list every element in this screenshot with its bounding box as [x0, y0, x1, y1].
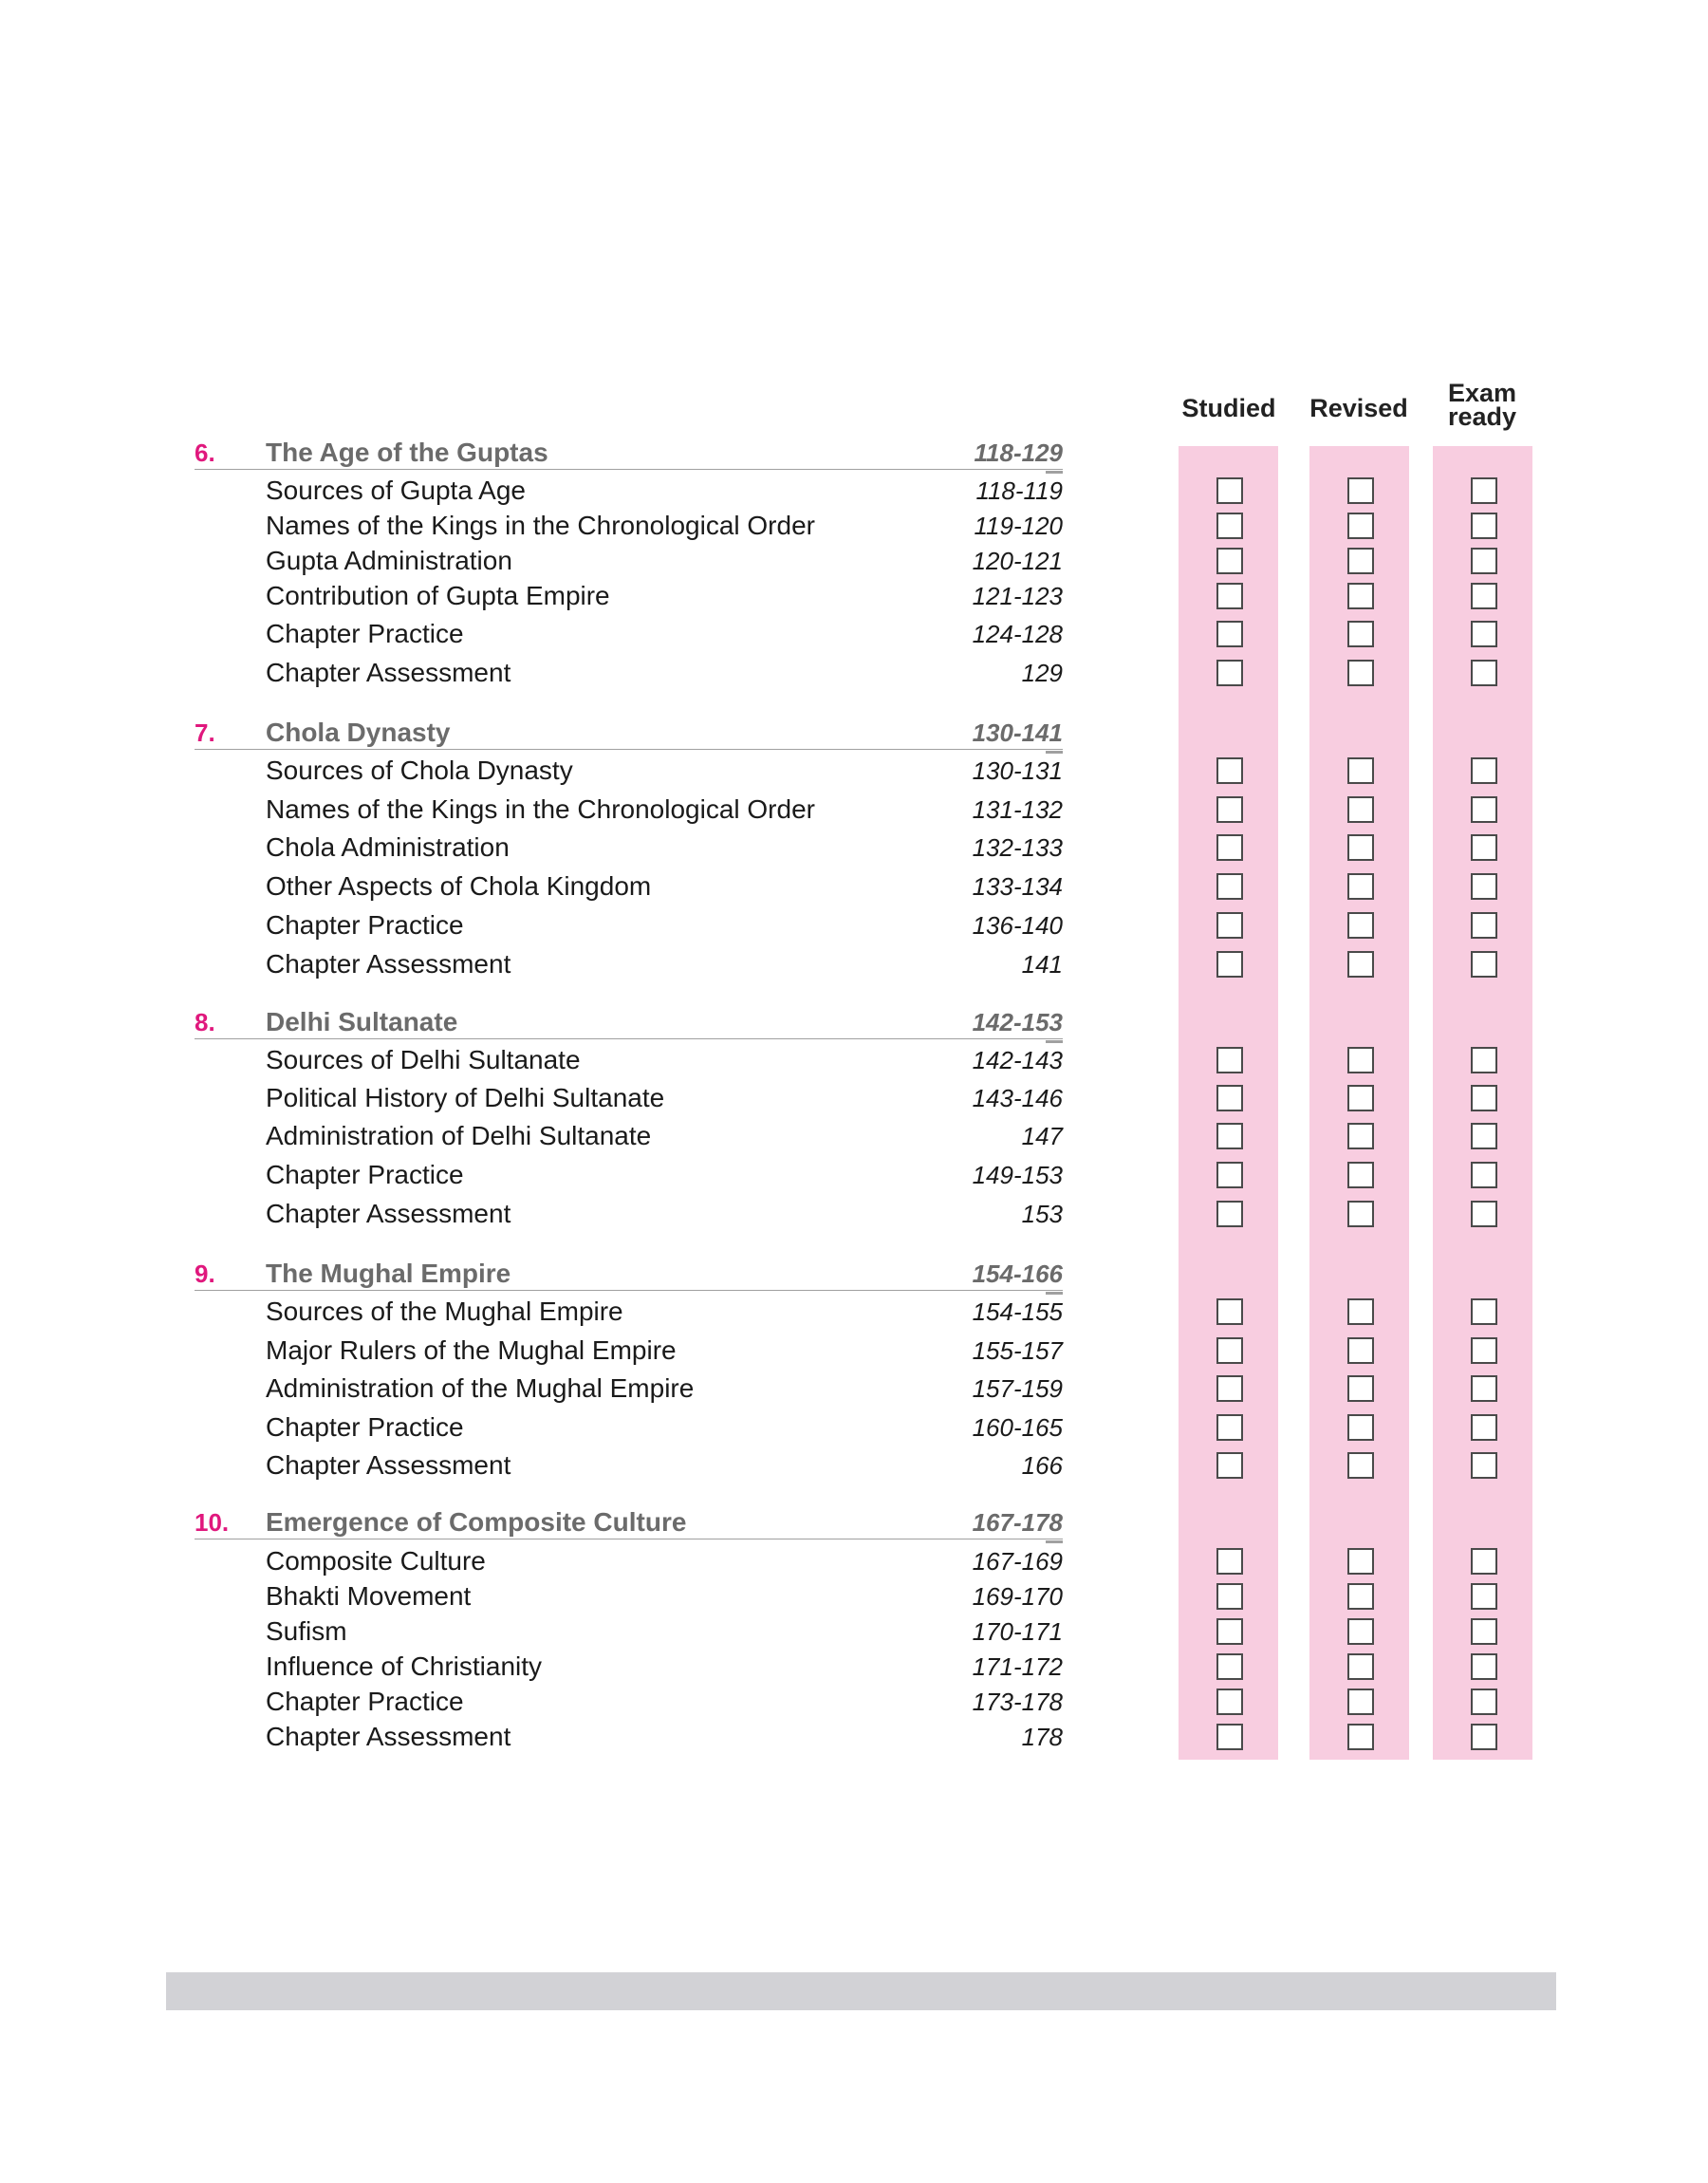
revised-checkbox[interactable]: [1347, 1047, 1374, 1073]
revised-checkbox[interactable]: [1347, 1548, 1374, 1575]
topic-pages: 142-143: [972, 1046, 1063, 1074]
studied-checkbox[interactable]: [1216, 477, 1243, 504]
topic-title: Names of the Kings in the Chronological Order: [266, 794, 815, 824]
exam-ready-checkbox[interactable]: [1471, 912, 1497, 939]
studied-checkbox[interactable]: [1216, 912, 1243, 939]
topic-pages: 124-128: [972, 620, 1063, 648]
studied-checkbox[interactable]: [1216, 1162, 1243, 1188]
chapter-row: [0, 1503, 1708, 1541]
topic-row: [0, 868, 1708, 905]
revised-checkbox[interactable]: [1347, 583, 1374, 609]
exam-ready-checkbox[interactable]: [1471, 583, 1497, 609]
studied-checkbox[interactable]: [1216, 796, 1243, 823]
studied-checkbox[interactable]: [1216, 1548, 1243, 1575]
exam-ready-checkbox[interactable]: [1471, 1724, 1497, 1750]
topic-title: Administration of Delhi Sultanate: [266, 1121, 652, 1150]
topic-row: [0, 1370, 1708, 1408]
studied-checkbox[interactable]: [1216, 548, 1243, 574]
topic-pages: 170-171: [972, 1617, 1063, 1646]
topic-row: [0, 829, 1708, 867]
topic-title: Chapter Practice: [266, 1687, 464, 1716]
exam-ready-checkbox[interactable]: [1471, 660, 1497, 686]
revised-checkbox[interactable]: [1347, 513, 1374, 539]
topic-title: Sufism: [266, 1616, 347, 1646]
exam-ready-checkbox[interactable]: [1471, 1618, 1497, 1645]
revised-checkbox[interactable]: [1347, 1298, 1374, 1325]
topic-pages: 154-155: [972, 1297, 1063, 1326]
topic-row: [0, 1446, 1708, 1484]
topic-row: [0, 615, 1708, 653]
revised-checkbox[interactable]: [1347, 912, 1374, 939]
topic-row: [0, 1079, 1708, 1117]
chapter-pages: 154-166: [972, 1259, 1063, 1288]
topic-title: Sources of Delhi Sultanate: [266, 1045, 581, 1074]
topic-pages: 120-121: [972, 547, 1063, 575]
topic-title: Gupta Administration: [266, 546, 512, 575]
chapter-number: 10.: [195, 1508, 230, 1537]
chapter-title: Chola Dynasty: [266, 718, 451, 747]
revised-checkbox[interactable]: [1347, 1583, 1374, 1610]
topic-title: Bhakti Movement: [266, 1581, 472, 1611]
topic-title: Influence of Christianity: [266, 1651, 543, 1681]
revised-checkbox[interactable]: [1347, 757, 1374, 784]
studied-checkbox[interactable]: [1216, 513, 1243, 539]
chapter-pages: 167-178: [972, 1508, 1063, 1537]
chapter-title: Delhi Sultanate: [266, 1007, 458, 1036]
revised-checkbox[interactable]: [1347, 477, 1374, 504]
revised-checkbox[interactable]: [1347, 1085, 1374, 1111]
footer-bar: [166, 1972, 1556, 2010]
chapter-row: [0, 1255, 1708, 1293]
studied-checkbox[interactable]: [1216, 660, 1243, 686]
exam-ready-checkbox[interactable]: [1471, 1548, 1497, 1575]
topic-row: [0, 1542, 1708, 1580]
exam-ready-checkbox[interactable]: [1471, 1452, 1497, 1479]
topic-row: [0, 1195, 1708, 1233]
exam-ready-checkbox[interactable]: [1471, 1201, 1497, 1227]
exam-ready-checkbox[interactable]: [1471, 1085, 1497, 1111]
topic-pages: 141: [1021, 950, 1063, 979]
topic-pages: 132-133: [972, 833, 1063, 862]
studied-checkbox[interactable]: [1216, 1085, 1243, 1111]
topic-title: Chola Administration: [266, 832, 510, 862]
revised-checkbox[interactable]: [1347, 951, 1374, 978]
topic-title: Chapter Practice: [266, 910, 464, 940]
studied-checkbox[interactable]: [1216, 834, 1243, 861]
revised-checkbox[interactable]: [1347, 660, 1374, 686]
topic-pages: 129: [1021, 659, 1063, 687]
topic-title: Sources of the Mughal Empire: [266, 1297, 623, 1326]
studied-checkbox[interactable]: [1216, 1583, 1243, 1610]
topic-row: [0, 1683, 1708, 1721]
topic-pages: 155-157: [972, 1336, 1063, 1365]
topic-pages: 153: [1021, 1200, 1063, 1228]
chapter-title: The Mughal Empire: [266, 1259, 511, 1288]
topic-title: Chapter Practice: [266, 1412, 464, 1442]
exam-ready-checkbox[interactable]: [1471, 1583, 1497, 1610]
topic-row: [0, 945, 1708, 983]
exam-ready-checkbox[interactable]: [1471, 513, 1497, 539]
topic-row: [0, 1293, 1708, 1331]
revised-checkbox[interactable]: [1347, 621, 1374, 647]
chapter-pages: 118-129: [974, 438, 1063, 467]
topic-row: [0, 906, 1708, 944]
revised-checkbox[interactable]: [1347, 1162, 1374, 1188]
revised-checkbox[interactable]: [1347, 1414, 1374, 1441]
topic-pages: 136-140: [972, 911, 1063, 940]
topic-row: [0, 1117, 1708, 1155]
topic-title: Sources of Gupta Age: [266, 476, 526, 505]
topic-row: [0, 752, 1708, 790]
chapter-divider: [195, 1290, 1063, 1291]
topic-title: Chapter Assessment: [266, 949, 511, 979]
topic-row: [0, 472, 1708, 510]
chapter-title: Emergence of Composite Culture: [266, 1507, 687, 1537]
studied-checkbox[interactable]: [1216, 1414, 1243, 1441]
topic-row: [0, 1156, 1708, 1194]
topic-pages: 119-120: [974, 512, 1063, 540]
topic-pages: 118-119: [975, 476, 1063, 505]
topic-title: Sources of Chola Dynasty: [266, 756, 573, 785]
revised-checkbox[interactable]: [1347, 796, 1374, 823]
chapter-number: 9.: [195, 1259, 215, 1288]
revised-checkbox[interactable]: [1347, 1123, 1374, 1149]
studied-checkbox[interactable]: [1216, 1298, 1243, 1325]
exam-ready-checkbox[interactable]: [1471, 873, 1497, 900]
chapter-number: 8.: [195, 1008, 215, 1036]
chapter-divider: [195, 749, 1063, 750]
exam-ready-checkbox[interactable]: [1471, 1123, 1497, 1149]
revised-checkbox[interactable]: [1347, 834, 1374, 861]
topic-pages: 133-134: [972, 872, 1063, 901]
topic-pages: 171-172: [972, 1652, 1063, 1681]
revised-checkbox[interactable]: [1347, 1689, 1374, 1715]
exam-ready-checkbox[interactable]: [1471, 1298, 1497, 1325]
topic-pages: 121-123: [972, 582, 1063, 610]
studied-checkbox[interactable]: [1216, 1653, 1243, 1680]
chapter-row: [0, 434, 1708, 472]
studied-checkbox[interactable]: [1216, 1724, 1243, 1750]
exam-ready-checkbox[interactable]: [1471, 1337, 1497, 1364]
exam-ready-checkbox[interactable]: [1471, 757, 1497, 784]
revised-checkbox[interactable]: [1347, 1337, 1374, 1364]
exam-ready-checkbox[interactable]: [1471, 1375, 1497, 1402]
topic-title: Political History of Delhi Sultanate: [266, 1083, 665, 1112]
topic-title: Chapter Assessment: [266, 1450, 511, 1480]
chapter-number: 6.: [195, 438, 215, 467]
topic-title: Chapter Practice: [266, 1160, 464, 1189]
topic-row: [0, 507, 1708, 545]
topic-title: Contribution of Gupta Empire: [266, 581, 610, 610]
chapter-divider: [195, 469, 1063, 470]
studied-checkbox[interactable]: [1216, 1047, 1243, 1073]
topic-pages: 157-159: [972, 1374, 1063, 1403]
topic-pages: 149-153: [972, 1161, 1063, 1189]
topic-row: [0, 1718, 1708, 1756]
exam-ready-checkbox[interactable]: [1471, 1047, 1497, 1073]
topic-row: [0, 1577, 1708, 1615]
studied-checkbox[interactable]: [1216, 1375, 1243, 1402]
topic-title: Composite Culture: [266, 1546, 486, 1576]
revised-checkbox[interactable]: [1347, 1653, 1374, 1680]
revised-checkbox[interactable]: [1347, 1375, 1374, 1402]
studied-checkbox[interactable]: [1216, 1123, 1243, 1149]
topic-title: Names of the Kings in the Chronological Order: [266, 511, 815, 540]
revised-checkbox[interactable]: [1347, 1724, 1374, 1750]
topic-title: Chapter Practice: [266, 619, 464, 648]
topic-pages: 178: [1021, 1723, 1063, 1751]
exam-ready-checkbox[interactable]: [1471, 548, 1497, 574]
chapter-row: [0, 714, 1708, 752]
revised-checkbox[interactable]: [1347, 1201, 1374, 1227]
column-header-revised: Revised: [1309, 394, 1408, 422]
chapter-row: [0, 1003, 1708, 1041]
topic-pages: 167-169: [972, 1547, 1063, 1576]
topic-pages: 173-178: [972, 1688, 1063, 1716]
exam-ready-checkbox[interactable]: [1471, 834, 1497, 861]
revised-checkbox[interactable]: [1347, 548, 1374, 574]
topic-row: [0, 1332, 1708, 1370]
topic-row: [0, 1041, 1708, 1079]
studied-checkbox[interactable]: [1216, 873, 1243, 900]
topic-pages: 130-131: [972, 756, 1063, 785]
exam-ready-checkbox[interactable]: [1471, 1414, 1497, 1441]
chapter-title: The Age of the Guptas: [266, 438, 548, 467]
topic-row: [0, 791, 1708, 829]
studied-checkbox[interactable]: [1216, 583, 1243, 609]
topic-title: Chapter Assessment: [266, 658, 511, 687]
topic-pages: 169-170: [972, 1582, 1063, 1611]
exam-ready-checkbox[interactable]: [1471, 796, 1497, 823]
studied-checkbox[interactable]: [1216, 951, 1243, 978]
chapter-pages: 142-153: [972, 1008, 1063, 1036]
topic-pages: 147: [1021, 1122, 1063, 1150]
revised-checkbox[interactable]: [1347, 873, 1374, 900]
exam-ready-checkbox[interactable]: [1471, 621, 1497, 647]
topic-pages: 143-146: [972, 1084, 1063, 1112]
topic-title: Major Rulers of the Mughal Empire: [266, 1335, 677, 1365]
chapter-number: 7.: [195, 718, 215, 747]
topic-row: [0, 1613, 1708, 1651]
exam-ready-checkbox[interactable]: [1471, 477, 1497, 504]
topic-pages: 160-165: [972, 1413, 1063, 1442]
studied-checkbox[interactable]: [1216, 757, 1243, 784]
studied-checkbox[interactable]: [1216, 621, 1243, 647]
studied-checkbox[interactable]: [1216, 1201, 1243, 1227]
chapter-divider: [195, 1038, 1063, 1039]
topic-pages: 131-132: [972, 795, 1063, 824]
studied-checkbox[interactable]: [1216, 1618, 1243, 1645]
topic-title: Other Aspects of Chola Kingdom: [266, 871, 652, 901]
revised-checkbox[interactable]: [1347, 1618, 1374, 1645]
exam-ready-checkbox[interactable]: [1471, 1162, 1497, 1188]
topic-title: Chapter Assessment: [266, 1722, 511, 1751]
exam-ready-checkbox[interactable]: [1471, 1689, 1497, 1715]
column-header-studied: Studied: [1181, 394, 1276, 422]
column-header-exam-ready: Exam ready: [1447, 379, 1517, 431]
studied-checkbox[interactable]: [1216, 1337, 1243, 1364]
topic-row: [0, 1409, 1708, 1446]
topic-row: [0, 1648, 1708, 1686]
topic-title: Administration of the Mughal Empire: [266, 1373, 695, 1403]
topic-title: Chapter Assessment: [266, 1199, 511, 1228]
topic-row: [0, 577, 1708, 615]
topic-row: [0, 654, 1708, 692]
studied-checkbox[interactable]: [1216, 1689, 1243, 1715]
chapter-pages: 130-141: [972, 718, 1063, 747]
topic-row: [0, 542, 1708, 580]
topic-pages: 166: [1021, 1451, 1063, 1480]
revised-checkbox[interactable]: [1347, 1452, 1374, 1479]
studied-checkbox[interactable]: [1216, 1452, 1243, 1479]
exam-ready-checkbox[interactable]: [1471, 951, 1497, 978]
exam-ready-checkbox[interactable]: [1471, 1653, 1497, 1680]
